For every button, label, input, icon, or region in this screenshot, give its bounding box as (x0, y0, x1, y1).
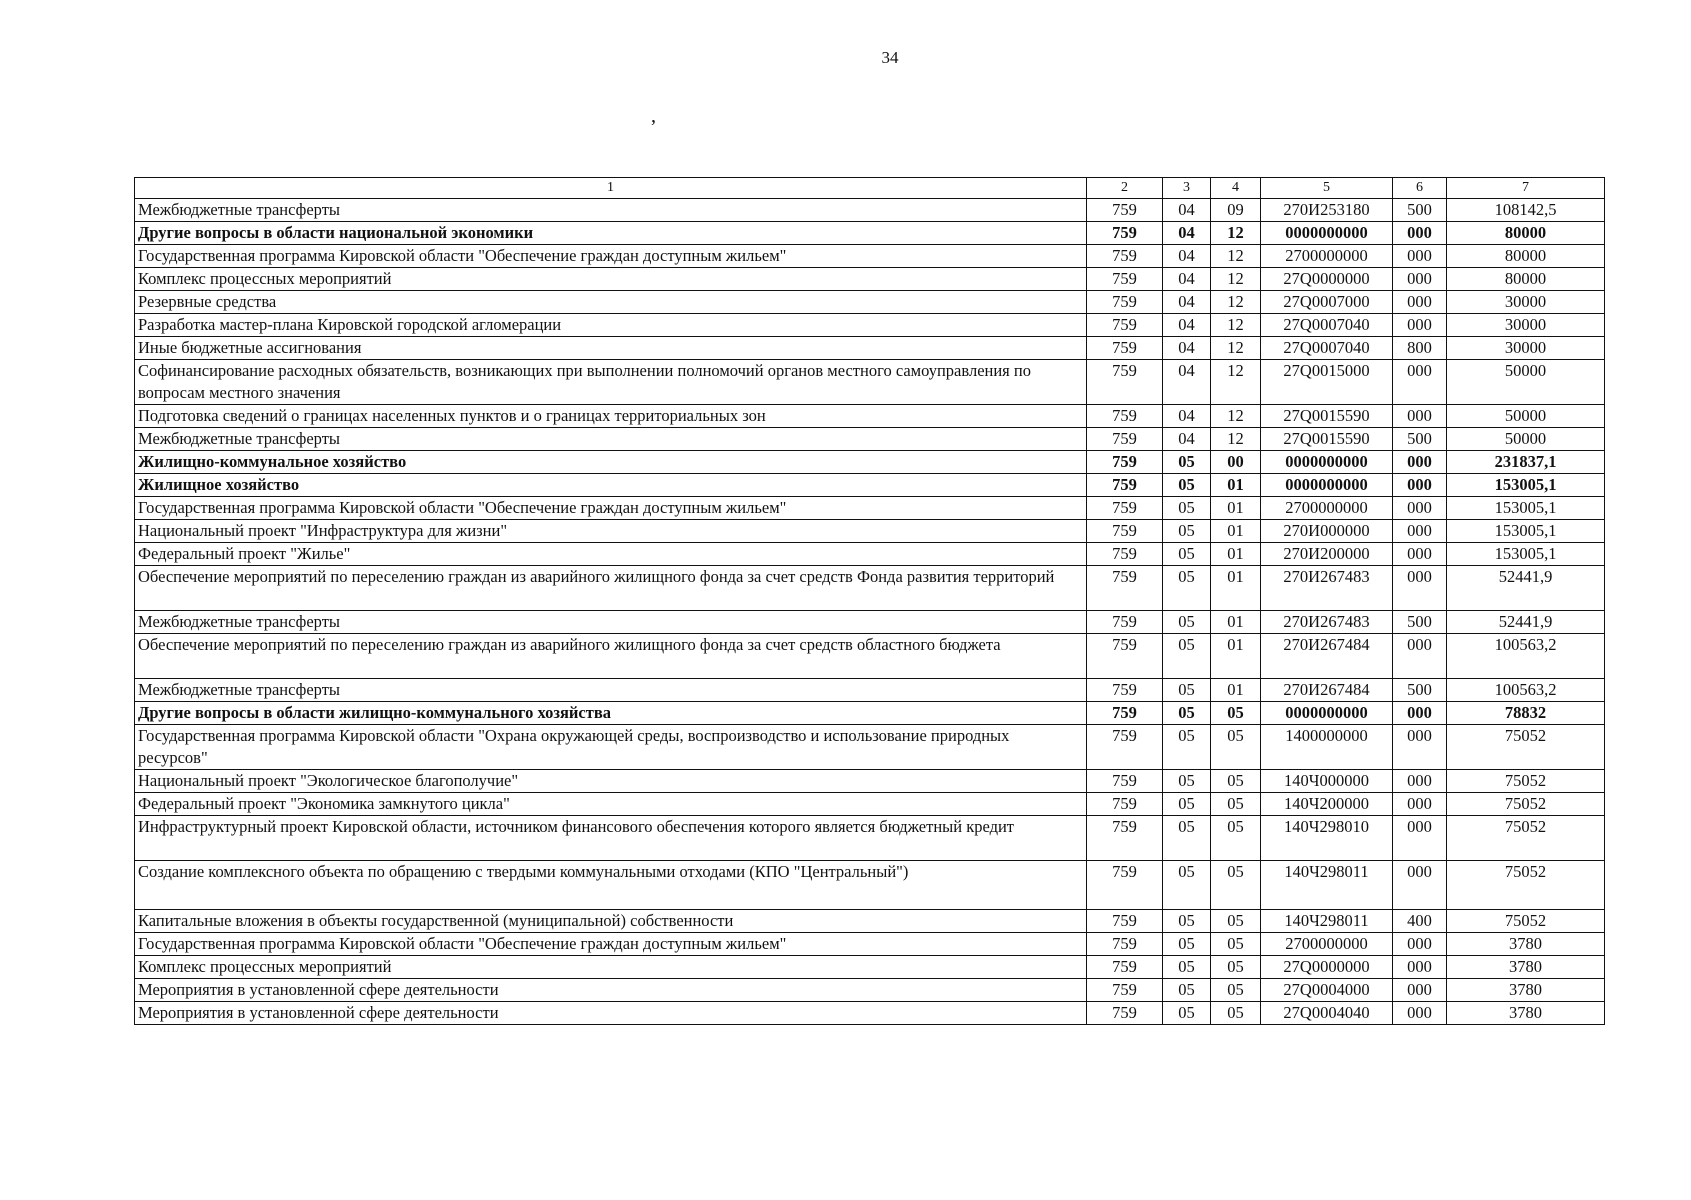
section-code-cell: 05 (1163, 679, 1211, 702)
section-code-cell: 05 (1163, 474, 1211, 497)
amount-cell: 50000 (1447, 405, 1605, 428)
amount-cell: 108142,5 (1447, 199, 1605, 222)
subsection-code-cell: 01 (1211, 566, 1261, 611)
expense-type-cell: 000 (1393, 268, 1447, 291)
table-row (135, 1002, 1605, 1025)
expense-name-cell: Другие вопросы в области национальной экономики (135, 222, 1087, 245)
section-code-cell: 05 (1163, 451, 1211, 474)
expense-type-cell: 000 (1393, 474, 1447, 497)
amount-cell: 3780 (1447, 956, 1605, 979)
header-cell: 3 (1163, 178, 1211, 199)
table-row (135, 566, 1605, 611)
section-code-cell: 04 (1163, 337, 1211, 360)
expense-type-cell: 000 (1393, 1002, 1447, 1025)
expense-type-cell: 500 (1393, 611, 1447, 634)
expense-type-cell: 000 (1393, 497, 1447, 520)
ministry-code-cell: 759 (1087, 199, 1163, 222)
table-row (135, 245, 1605, 268)
section-code-cell: 04 (1163, 291, 1211, 314)
expense-name-cell: Государственная программа Кировской области "Обеспечение граждан доступным жильем" (135, 245, 1087, 268)
table-row (135, 497, 1605, 520)
target-article-cell: 2700000000 (1261, 245, 1393, 268)
ministry-code-cell: 759 (1087, 520, 1163, 543)
expense-type-cell: 000 (1393, 451, 1447, 474)
subsection-code-cell: 05 (1211, 770, 1261, 793)
ministry-code-cell: 759 (1087, 702, 1163, 725)
target-article-cell: 270И253180 (1261, 199, 1393, 222)
expense-name-cell: Капитальные вложения в объекты государственной (муниципальной) собственности (135, 910, 1087, 933)
amount-cell: 153005,1 (1447, 543, 1605, 566)
subsection-code-cell: 01 (1211, 474, 1261, 497)
expense-name-cell: Государственная программа Кировской области "Обеспечение граждан доступным жильем" (135, 497, 1087, 520)
expense-type-cell: 500 (1393, 199, 1447, 222)
amount-cell: 3780 (1447, 979, 1605, 1002)
ministry-code-cell: 759 (1087, 611, 1163, 634)
expense-name-cell: Софинансирование расходных обязательств, возникающих при выполнении полномочий органов местного самоуправления по вопросам местного значения (135, 360, 1087, 405)
expense-type-cell: 000 (1393, 222, 1447, 245)
expense-name-cell: Иные бюджетные ассигнования (135, 337, 1087, 360)
scan-mark: ’ (650, 116, 657, 138)
ministry-code-cell: 759 (1087, 291, 1163, 314)
target-article-cell: 27Q0007040 (1261, 314, 1393, 337)
expense-type-cell: 000 (1393, 861, 1447, 910)
amount-cell: 30000 (1447, 291, 1605, 314)
ministry-code-cell: 759 (1087, 933, 1163, 956)
table-row (135, 222, 1605, 245)
subsection-code-cell: 01 (1211, 611, 1261, 634)
target-article-cell: 140Ч200000 (1261, 793, 1393, 816)
target-article-cell: 27Q0000000 (1261, 956, 1393, 979)
subsection-code-cell: 12 (1211, 405, 1261, 428)
target-article-cell: 0000000000 (1261, 451, 1393, 474)
ministry-code-cell: 759 (1087, 222, 1163, 245)
subsection-code-cell: 05 (1211, 725, 1261, 770)
expense-type-cell: 000 (1393, 291, 1447, 314)
expense-name-cell: Жилищное хозяйство (135, 474, 1087, 497)
table-row (135, 679, 1605, 702)
target-article-cell: 27Q0015000 (1261, 360, 1393, 405)
table-row (135, 979, 1605, 1002)
table-row (135, 337, 1605, 360)
table-row (135, 910, 1605, 933)
target-article-cell: 0000000000 (1261, 474, 1393, 497)
ministry-code-cell: 759 (1087, 566, 1163, 611)
ministry-code-cell: 759 (1087, 634, 1163, 679)
table-row (135, 451, 1605, 474)
subsection-code-cell: 12 (1211, 291, 1261, 314)
ministry-code-cell: 759 (1087, 314, 1163, 337)
section-code-cell: 05 (1163, 1002, 1211, 1025)
section-code-cell: 05 (1163, 816, 1211, 861)
ministry-code-cell: 759 (1087, 245, 1163, 268)
expense-name-cell: Межбюджетные трансферты (135, 199, 1087, 222)
table-row (135, 611, 1605, 634)
table-row (135, 543, 1605, 566)
amount-cell: 75052 (1447, 910, 1605, 933)
ministry-code-cell: 759 (1087, 793, 1163, 816)
expense-name-cell: Межбюджетные трансферты (135, 428, 1087, 451)
ministry-code-cell: 759 (1087, 861, 1163, 910)
section-code-cell: 04 (1163, 245, 1211, 268)
budget-table (134, 177, 1605, 1025)
expense-type-cell: 000 (1393, 770, 1447, 793)
ministry-code-cell: 759 (1087, 405, 1163, 428)
section-code-cell: 04 (1163, 314, 1211, 337)
amount-cell: 75052 (1447, 793, 1605, 816)
section-code-cell: 05 (1163, 956, 1211, 979)
ministry-code-cell: 759 (1087, 268, 1163, 291)
expense-name-cell: Разработка мастер-плана Кировской городской агломерации (135, 314, 1087, 337)
amount-cell: 75052 (1447, 816, 1605, 861)
section-code-cell: 05 (1163, 793, 1211, 816)
target-article-cell: 140Ч298011 (1261, 910, 1393, 933)
amount-cell: 153005,1 (1447, 474, 1605, 497)
target-article-cell: 27Q0004040 (1261, 1002, 1393, 1025)
section-code-cell: 04 (1163, 428, 1211, 451)
subsection-code-cell: 00 (1211, 451, 1261, 474)
ministry-code-cell: 759 (1087, 337, 1163, 360)
expense-type-cell: 000 (1393, 793, 1447, 816)
target-article-cell: 27Q0000000 (1261, 268, 1393, 291)
subsection-code-cell: 01 (1211, 520, 1261, 543)
section-code-cell: 05 (1163, 725, 1211, 770)
header-cell: 4 (1211, 178, 1261, 199)
page-number: 34 (881, 48, 899, 67)
target-article-cell: 140Ч000000 (1261, 770, 1393, 793)
target-article-cell: 1400000000 (1261, 725, 1393, 770)
target-article-cell: 270И267484 (1261, 679, 1393, 702)
table-row (135, 268, 1605, 291)
ministry-code-cell: 759 (1087, 956, 1163, 979)
table-row (135, 793, 1605, 816)
subsection-code-cell: 12 (1211, 245, 1261, 268)
expense-name-cell: Межбюджетные трансферты (135, 679, 1087, 702)
section-code-cell: 05 (1163, 702, 1211, 725)
amount-cell: 75052 (1447, 861, 1605, 910)
subsection-code-cell: 01 (1211, 543, 1261, 566)
subsection-code-cell: 01 (1211, 679, 1261, 702)
subsection-code-cell: 01 (1211, 634, 1261, 679)
target-article-cell: 27Q0015590 (1261, 428, 1393, 451)
target-article-cell: 2700000000 (1261, 933, 1393, 956)
expense-name-cell: Другие вопросы в области жилищно-коммунального хозяйства (135, 702, 1087, 725)
subsection-code-cell: 12 (1211, 268, 1261, 291)
expense-name-cell: Федеральный проект "Экономика замкнутого цикла" (135, 793, 1087, 816)
amount-cell: 50000 (1447, 360, 1605, 405)
ministry-code-cell: 759 (1087, 725, 1163, 770)
expense-name-cell: Национальный проект "Экологическое благополучие" (135, 770, 1087, 793)
amount-cell: 100563,2 (1447, 634, 1605, 679)
ministry-code-cell: 759 (1087, 360, 1163, 405)
target-article-cell: 270И000000 (1261, 520, 1393, 543)
subsection-code-cell: 12 (1211, 360, 1261, 405)
table-row (135, 933, 1605, 956)
table-row (135, 405, 1605, 428)
ministry-code-cell: 759 (1087, 816, 1163, 861)
subsection-code-cell: 05 (1211, 956, 1261, 979)
subsection-code-cell: 05 (1211, 816, 1261, 861)
expense-type-cell: 000 (1393, 520, 1447, 543)
expense-type-cell: 000 (1393, 634, 1447, 679)
amount-cell: 231837,1 (1447, 451, 1605, 474)
expense-name-cell: Жилищно-коммунальное хозяйство (135, 451, 1087, 474)
ministry-code-cell: 759 (1087, 1002, 1163, 1025)
expense-type-cell: 400 (1393, 910, 1447, 933)
target-article-cell: 270И267483 (1261, 566, 1393, 611)
amount-cell: 75052 (1447, 770, 1605, 793)
subsection-code-cell: 09 (1211, 199, 1261, 222)
target-article-cell: 27Q0015590 (1261, 405, 1393, 428)
ministry-code-cell: 759 (1087, 428, 1163, 451)
expense-type-cell: 000 (1393, 566, 1447, 611)
target-article-cell: 27Q0004000 (1261, 979, 1393, 1002)
ministry-code-cell: 759 (1087, 497, 1163, 520)
expense-name-cell: Мероприятия в установленной сфере деятельности (135, 979, 1087, 1002)
table-row (135, 634, 1605, 679)
subsection-code-cell: 12 (1211, 337, 1261, 360)
target-article-cell: 27Q0007040 (1261, 337, 1393, 360)
table-row (135, 360, 1605, 405)
section-code-cell: 05 (1163, 543, 1211, 566)
target-article-cell: 270И200000 (1261, 543, 1393, 566)
expense-name-cell: Государственная программа Кировской области "Обеспечение граждан доступным жильем" (135, 933, 1087, 956)
subsection-code-cell: 05 (1211, 793, 1261, 816)
ministry-code-cell: 759 (1087, 770, 1163, 793)
expense-type-cell: 800 (1393, 337, 1447, 360)
table-row (135, 428, 1605, 451)
section-code-cell: 05 (1163, 520, 1211, 543)
amount-cell: 80000 (1447, 268, 1605, 291)
ministry-code-cell: 759 (1087, 979, 1163, 1002)
table-row (135, 861, 1605, 910)
section-code-cell: 05 (1163, 770, 1211, 793)
amount-cell: 3780 (1447, 1002, 1605, 1025)
ministry-code-cell: 759 (1087, 543, 1163, 566)
amount-cell: 153005,1 (1447, 520, 1605, 543)
amount-cell: 80000 (1447, 222, 1605, 245)
subsection-code-cell: 05 (1211, 933, 1261, 956)
subsection-code-cell: 05 (1211, 861, 1261, 910)
expense-type-cell: 000 (1393, 956, 1447, 979)
target-article-cell: 0000000000 (1261, 702, 1393, 725)
header-cell: 5 (1261, 178, 1393, 199)
amount-cell: 52441,9 (1447, 566, 1605, 611)
expense-name-cell: Федеральный проект "Жилье" (135, 543, 1087, 566)
section-code-cell: 04 (1163, 268, 1211, 291)
amount-cell: 78832 (1447, 702, 1605, 725)
target-article-cell: 270И267483 (1261, 611, 1393, 634)
table-row (135, 702, 1605, 725)
section-code-cell: 04 (1163, 222, 1211, 245)
expense-type-cell: 000 (1393, 702, 1447, 725)
table-header-row (135, 178, 1605, 199)
amount-cell: 80000 (1447, 245, 1605, 268)
expense-type-cell: 000 (1393, 725, 1447, 770)
section-code-cell: 05 (1163, 979, 1211, 1002)
target-article-cell: 2700000000 (1261, 497, 1393, 520)
expense-name-cell: Комплекс процессных мероприятий (135, 268, 1087, 291)
expense-name-cell: Государственная программа Кировской области "Охрана окружающей среды, воспроизводство и использование природных ресурсов" (135, 725, 1087, 770)
header-cell: 6 (1393, 178, 1447, 199)
subsection-code-cell: 12 (1211, 428, 1261, 451)
table-row (135, 199, 1605, 222)
expense-type-cell: 000 (1393, 816, 1447, 861)
ministry-code-cell: 759 (1087, 474, 1163, 497)
target-article-cell: 140Ч298011 (1261, 861, 1393, 910)
section-code-cell: 05 (1163, 497, 1211, 520)
expense-type-cell: 000 (1393, 245, 1447, 268)
subsection-code-cell: 05 (1211, 1002, 1261, 1025)
section-code-cell: 05 (1163, 861, 1211, 910)
expense-name-cell: Обеспечение мероприятий по переселению граждан из аварийного жилищного фонда за счет средств Фонда развития территорий (135, 566, 1087, 611)
table-row (135, 770, 1605, 793)
expense-type-cell: 000 (1393, 543, 1447, 566)
expense-type-cell: 000 (1393, 405, 1447, 428)
section-code-cell: 05 (1163, 910, 1211, 933)
target-article-cell: 140Ч298010 (1261, 816, 1393, 861)
amount-cell: 50000 (1447, 428, 1605, 451)
header-cell: 2 (1087, 178, 1163, 199)
header-cell: 1 (135, 178, 1087, 199)
expense-name-cell: Резервные средства (135, 291, 1087, 314)
amount-cell: 30000 (1447, 314, 1605, 337)
table-row (135, 474, 1605, 497)
expense-name-cell: Инфраструктурный проект Кировской области, источником финансового обеспечения которого является бюджетный кредит (135, 816, 1087, 861)
subsection-code-cell: 12 (1211, 222, 1261, 245)
target-article-cell: 270И267484 (1261, 634, 1393, 679)
expense-type-cell: 500 (1393, 428, 1447, 451)
amount-cell: 52441,9 (1447, 611, 1605, 634)
table-row (135, 816, 1605, 861)
section-code-cell: 05 (1163, 566, 1211, 611)
expense-name-cell: Обеспечение мероприятий по переселению граждан из аварийного жилищного фонда за счет средств областного бюджета (135, 634, 1087, 679)
amount-cell: 153005,1 (1447, 497, 1605, 520)
target-article-cell: 0000000000 (1261, 222, 1393, 245)
ministry-code-cell: 759 (1087, 910, 1163, 933)
expense-type-cell: 000 (1393, 979, 1447, 1002)
section-code-cell: 05 (1163, 634, 1211, 679)
expense-type-cell: 500 (1393, 679, 1447, 702)
section-code-cell: 04 (1163, 199, 1211, 222)
table-row (135, 725, 1605, 770)
section-code-cell: 05 (1163, 933, 1211, 956)
expense-name-cell: Национальный проект "Инфраструктура для жизни" (135, 520, 1087, 543)
section-code-cell: 05 (1163, 611, 1211, 634)
amount-cell: 75052 (1447, 725, 1605, 770)
amount-cell: 100563,2 (1447, 679, 1605, 702)
header-cell: 7 (1447, 178, 1605, 199)
expense-name-cell: Подготовка сведений о границах населенных пунктов и о границах территориальных зон (135, 405, 1087, 428)
subsection-code-cell: 01 (1211, 497, 1261, 520)
subsection-code-cell: 05 (1211, 910, 1261, 933)
subsection-code-cell: 05 (1211, 979, 1261, 1002)
ministry-code-cell: 759 (1087, 451, 1163, 474)
expense-name-cell: Мероприятия в установленной сфере деятельности (135, 1002, 1087, 1025)
table-row (135, 291, 1605, 314)
expense-type-cell: 000 (1393, 933, 1447, 956)
target-article-cell: 27Q0007000 (1261, 291, 1393, 314)
expense-name-cell: Межбюджетные трансферты (135, 611, 1087, 634)
ministry-code-cell: 759 (1087, 679, 1163, 702)
section-code-cell: 04 (1163, 360, 1211, 405)
amount-cell: 30000 (1447, 337, 1605, 360)
expense-type-cell: 000 (1393, 360, 1447, 405)
expense-name-cell: Создание комплексного объекта по обращению с твердыми коммунальными отходами (КПО "Центральный") (135, 861, 1087, 910)
amount-cell: 3780 (1447, 933, 1605, 956)
expense-type-cell: 000 (1393, 314, 1447, 337)
section-code-cell: 04 (1163, 405, 1211, 428)
subsection-code-cell: 05 (1211, 702, 1261, 725)
subsection-code-cell: 12 (1211, 314, 1261, 337)
expense-name-cell: Комплекс процессных мероприятий (135, 956, 1087, 979)
table-row (135, 314, 1605, 337)
table-row (135, 520, 1605, 543)
table-row (135, 956, 1605, 979)
